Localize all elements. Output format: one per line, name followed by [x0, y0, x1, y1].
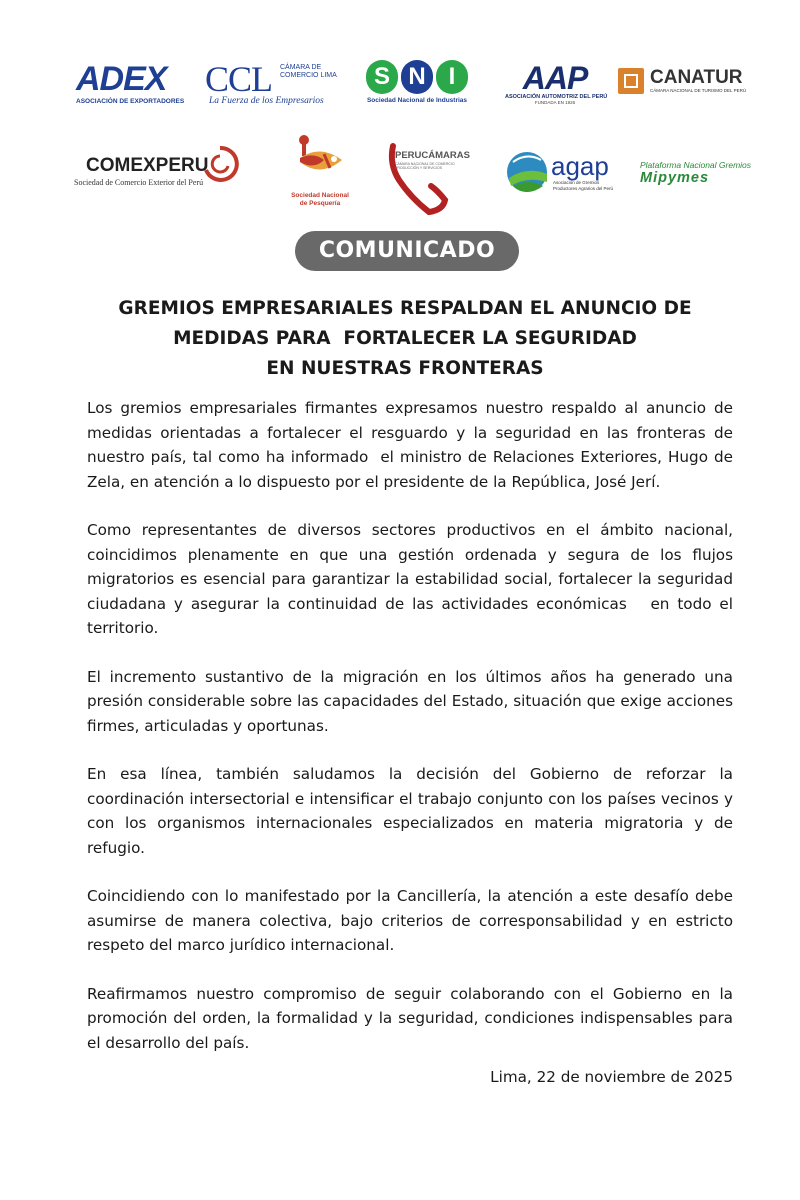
ccl-logo	[205, 59, 345, 108]
agap-logo-subtitle: Asociación de Gremios Productores Agrarios del Perú	[553, 180, 614, 191]
aap-logo-subtitle: ASOCIACIÓN AUTOMOTRIZ DEL PERÚ	[505, 94, 608, 100]
perucamaras-logo	[385, 140, 475, 216]
canatur-logo-subtitle: CÁMARA NACIONAL DE TURISMO DEL PERÚ	[650, 88, 747, 93]
body-paragraph: Como representantes de diversos sectores productivos en el ámbito nacional, coincidimos plenamente en que una gestión ordenada y segura de los flujos migratorios es esencial para garantizar la estabilidad social, fortalecer la seguridad ciudadana y asegurar la continuidad de las actividades económicas en todo el territorio.	[87, 521, 738, 637]
body-paragraph: Los gremios empresariales firmantes expresamos nuestro respaldo al anuncio de medidas orientadas a fortalecer el resguardo y la seguridad en las fronteras de nuestro país, tal como ha informado el ministro de Relaciones Exteriores, Hugo de Zela, en atención a lo dispuesto por el presidente de la República, José Jerí.	[87, 399, 738, 491]
sni-logo-letters	[362, 60, 472, 94]
canatur-logo-mark: CANATUR	[650, 67, 743, 88]
pesqueria-logo-subtitle-2: de Pesquería	[299, 200, 341, 207]
ccl-logo-subtitle: CÁMARA DE COMERCIO LIMA	[280, 64, 337, 79]
mipymes-logo-line1: Plataforma Nacional Gremios	[640, 160, 752, 170]
ccl-logo-mark: CCL	[205, 59, 273, 99]
agap-logo-mark: agap	[551, 151, 609, 181]
adex-logo-mark: ADEX	[76, 60, 167, 98]
sni-letter: S	[366, 60, 398, 94]
body-paragraph: En esa línea, también saludamos la decisión del Gobierno de reforzar la coordinación intersectorial e intensificar el trabajo conjunto con los países vecinos y con los organismos internacionales especializados en materia migratoria y de refugio.	[87, 765, 738, 857]
comexperu-logo-mark: COMEXPERU	[86, 155, 209, 176]
mipymes-logo-line2: Mipymes	[640, 170, 710, 186]
body-paragraph: Coincidiendo con lo manifestado por la Cancillería, la atención a este desafío debe asumirse de manera colectiva, bajo criterios de corresponsabilidad y en estricto respeto del marco jurídico internacional.	[87, 887, 738, 954]
perucamaras-logo-mark: PERUCÁMARAS	[395, 150, 470, 161]
aap-logo	[505, 60, 608, 106]
body-paragraph: El incremento sustantivo de la migración en los últimos años ha generado una presión considerable sobre las capacidades del Estado, situación que exige acciones firmes, articuladas y oportunas.	[87, 667, 738, 735]
ccl-logo-tagline: La Fuerza de los Empresarios	[209, 96, 324, 106]
sni-logo-subtitle: Sociedad Nacional de Industrias	[366, 97, 468, 104]
canatur-logo	[618, 66, 748, 100]
mipymes-logo	[640, 160, 752, 194]
comexperu-logo-subtitle: Sociedad de Comercio Exterior del Perú	[74, 178, 204, 187]
comexperu-swirl-icon	[200, 144, 240, 184]
aap-logo-founded: FUNDADA EN 1926	[534, 100, 576, 105]
fish-icon	[290, 132, 350, 188]
perucamaras-logo-subtitle: CÁMARA NACIONAL DE COMERCIO PRODUCCIÓN Y SERVICIOS	[395, 162, 455, 170]
pesqueria-logo-subtitle-1: Sociedad Nacional	[291, 192, 349, 199]
sni-logo	[362, 60, 472, 118]
sni-letter: I	[436, 60, 468, 94]
adex-logo	[76, 60, 185, 106]
adex-logo-subtitle: ASOCIACIÓN DE EXPORTADORES	[76, 98, 185, 105]
title-line: EN NUESTRAS FRONTERAS	[266, 358, 544, 379]
sni-letter: N	[401, 60, 433, 94]
comunicado-badge: COMUNICADO	[295, 231, 519, 271]
place-date-signoff: Lima, 22 de noviembre de 2025	[490, 1068, 733, 1086]
body-paragraph: Reafirmamos nuestro compromiso de seguir colaborando con el Gobierno en la promoción del orden, la formalidad y la seguridad, condiciones indispensables para el desarrollo del país.	[87, 984, 738, 1052]
agap-globe-icon	[505, 148, 551, 198]
title-line: MEDIDAS PARA FORTALECER LA SEGURIDAD	[173, 328, 637, 349]
canatur-emblem-icon	[618, 68, 644, 94]
pesqueria-logo	[280, 132, 360, 208]
statement-body	[87, 396, 738, 1079]
title-line: GREMIOS EMPRESARIALES RESPALDAN EL ANUNCIO DE	[118, 298, 692, 319]
aap-logo-mark: AAP	[522, 60, 588, 96]
agap-logo	[505, 148, 617, 198]
statement-title	[60, 294, 750, 384]
comexperu-logo	[72, 142, 242, 192]
